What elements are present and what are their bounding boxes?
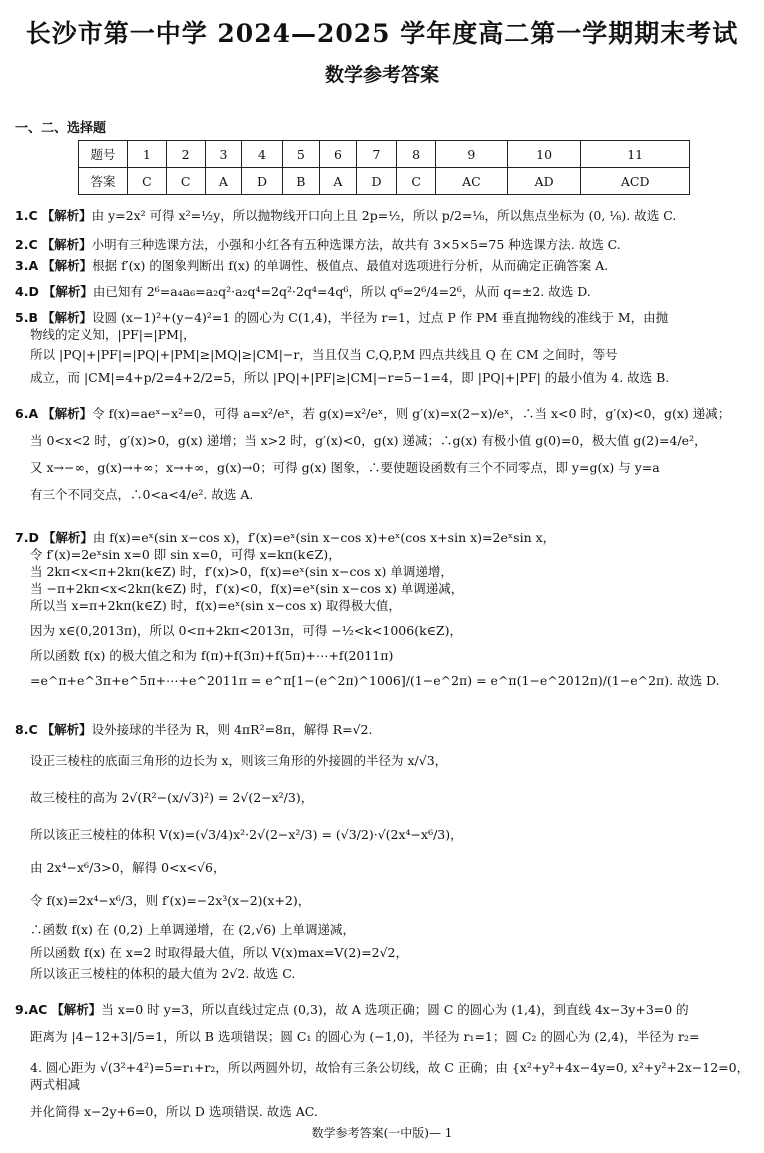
solution-tag: 【解析】 xyxy=(42,406,93,421)
page-subtitle: 数学参考答案 xyxy=(324,64,439,86)
solution-number: 1.C xyxy=(15,208,38,223)
solution-line: 所以函数 f(x) 的极大值之和为 f(π)+f(3π)+f(5π)+⋯+f(2011π) xyxy=(30,648,394,663)
table-cell: C xyxy=(128,168,167,195)
page-footer: 数学参考答案(一中版)— 1 xyxy=(311,1126,453,1140)
page-title: 长沙市第一中学 2024—2025 学年度高二第一学期期末考试 xyxy=(25,19,739,48)
solution-text: 设外接球的半径为 R，则 4πR²=8π，解得 R=√2. xyxy=(91,722,373,737)
solution-line: 所以函数 f(x) 在 x=2 时取得最大值，所以 V(x)max=V(2)=2√2， xyxy=(30,945,409,960)
solution-line: 距离为 |4−12+3|/5=1，所以 B 选项错误；圆 C₁ 的圆心为 (−1,0)，半径为 r₁=1；圆 C₂ 的圆心为 (2,4)，半径为 r₂= xyxy=(30,1029,700,1044)
table-cell: B xyxy=(282,168,319,195)
row-label-number: 题号 xyxy=(79,141,128,168)
solution-text: 由已知有 2⁶=a₄a₆=a₂q²·a₂q⁴=2q²·2q⁴=4q⁶，所以 q⁶=2⁶/4=2⁶，从而 q=±2. 故选 D. xyxy=(92,284,591,299)
solution-line: 设正三棱柱的底面三角形的边长为 x，则该三角形的外接圆的半径为 x/√3， xyxy=(30,753,448,768)
table-cell: 6 xyxy=(320,141,357,168)
solution-line xyxy=(15,405,753,422)
solution-line: 令 f′(x)=2eˣsin x=0 即 sin x=0，可得 x=kπ(k∈Z)， xyxy=(30,547,341,562)
solution-number: 7.D xyxy=(15,530,39,545)
solution-number: 2.C xyxy=(15,237,38,252)
solution-tag: 【解析】 xyxy=(41,208,92,223)
solution-line: 当 0<x<2 时，g′(x)>0，g(x) 递增；当 x>2 时，g′(x)<0，g(x) 递减；∴g(x) 有极小值 g(0)=0，极大值 g(2)=4/e²， xyxy=(30,433,707,448)
table-cell: 1 xyxy=(128,141,167,168)
table-cell: 3 xyxy=(205,141,242,168)
solution-line: 成立，而 |CM|=4+p/2=4+2/2=5，所以 |PQ|+|PF|≥|CM|−r=5−1=4，即 |PQ|+|PF| 的最小值为 4. 故选 B. xyxy=(30,370,670,385)
section-heading: 一、二、选择题 xyxy=(15,121,107,136)
table-row-answers xyxy=(79,168,690,195)
solution-text: 根据 f′(x) 的图象判断出 f(x) 的单调性、极值点、最值对选项进行分析，从而确定正确答案 A. xyxy=(92,258,609,273)
solution-text: 当 x=0 时 y=3，所以直线过定点 (0,3)，故 A 选项正确；圆 C 的圆心为 (1,4)，到直线 4x−3y+3=0 的 xyxy=(101,1002,689,1017)
solution-line: 并化简得 x−2y+6=0，所以 D 选项错误. 故选 AC. xyxy=(30,1104,318,1119)
solution-3 xyxy=(15,257,753,274)
solution-2 xyxy=(15,236,753,253)
table-cell: 10 xyxy=(507,141,581,168)
solution-number: 4.D xyxy=(15,284,39,299)
table-cell: 11 xyxy=(581,141,690,168)
solution-line: 所以 |PQ|+|PF|=|PQ|+|PM|≥|MQ|≥|CM|−r，当且仅当 C,Q,P,M 四点共线且 Q 在 CM 之间时，等号 xyxy=(30,347,618,362)
solution-line: 所以该正三棱柱的体积的最大值为 2√2. 故选 C. xyxy=(30,966,296,981)
solution-line: 有三个不同交点，∴0<a<4/e². 故选 A. xyxy=(30,487,254,502)
solution-line: 所以当 x=π+2kπ(k∈Z) 时，f(x)=eˣ(sin x−cos x) 取得极大值， xyxy=(30,598,401,613)
solution-text: 设圆 (x−1)²+(y−4)²=1 的圆心为 C(1,4)，半径为 r=1，过点 P 作 PM 垂直抛物线的准线于 M，由抛 xyxy=(91,310,669,325)
solution-line: 又 x→−∞，g(x)→+∞；x→+∞，g(x)→0；可得 g(x) 图象，∴要使题设函数有三个不同零点，即 y=g(x) 与 y=a xyxy=(30,460,660,475)
solution-5 xyxy=(15,309,753,386)
table-cell: 5 xyxy=(282,141,319,168)
table-cell: 2 xyxy=(166,141,205,168)
solution-line: 因为 x∈(0,2013π)，所以 0<π+2kπ<2013π，可得 −½<k<1006(k∈Z)， xyxy=(30,623,462,638)
solution-line: =e^π+e^3π+e^5π+⋯+e^2011π = e^π[1−(e^2π)^1006]/(1−e^2π) = e^π(1−e^2012π)/(1−e^2π). 故选 D. xyxy=(30,673,720,688)
solution-text: 小明有三种选课方法，小强和小红各有五种选课方法，故共有 3×5×5=75 种选课方法. 故选 C. xyxy=(91,237,621,252)
solution-number: 3.A xyxy=(15,258,39,273)
solution-line xyxy=(15,309,753,326)
solution-1 xyxy=(15,207,753,224)
solution-8 xyxy=(15,721,753,982)
table-cell: A xyxy=(320,168,357,195)
solution-line: 物线的定义知，|PF|=|PM|， xyxy=(30,327,196,342)
table-cell: C xyxy=(397,168,436,195)
answer-table xyxy=(78,140,690,195)
solution-line xyxy=(15,721,753,738)
table-cell: AC xyxy=(436,168,508,195)
solution-7 xyxy=(15,529,753,689)
table-cell: 7 xyxy=(356,141,396,168)
table-cell: C xyxy=(166,168,205,195)
solution-line xyxy=(15,529,753,546)
solution-line: ∴函数 f(x) 在 (0,2) 上单调递增，在 (2,√6) 上单调递减， xyxy=(30,922,356,937)
row-label-answer: 答案 xyxy=(79,168,128,195)
solution-6 xyxy=(15,405,753,503)
table-cell: ACD xyxy=(581,168,690,195)
table-cell: D xyxy=(242,168,282,195)
solution-line xyxy=(15,1001,753,1018)
solution-9 xyxy=(15,1001,753,1120)
solution-number: 9.AC xyxy=(15,1002,48,1017)
solution-line: 由 2x⁴−x⁶/3>0，解得 0<x<√6， xyxy=(30,860,226,875)
solution-tag: 【解析】 xyxy=(41,310,92,325)
solution-text: 由 y=2x² 可得 x²=½y，所以抛物线开口向上且 2p=½，所以 p/2=⅛，所以焦点坐标为 (0, ⅛). 故选 C. xyxy=(91,208,677,223)
table-cell: 9 xyxy=(436,141,508,168)
solution-line: 4. 圆心距为 √(3²+4²)=5=r₁+r₂，所以两圆外切，故恰有三条公切线，故 C 正确；由 {x²+y²+4x−4y=0, x²+y²+2x−12=0，两式相减 xyxy=(30,1060,750,1092)
table-row-numbers xyxy=(79,141,690,168)
solution-tag: 【解析】 xyxy=(42,284,93,299)
solution-text: 由 f(x)=eˣ(sin x−cos x)，f′(x)=eˣ(sin x−cos x)+eˣ(cos x+sin x)=2eˣsin x， xyxy=(92,530,556,545)
table-cell: 4 xyxy=(242,141,282,168)
solution-4 xyxy=(15,283,753,300)
table-cell: AD xyxy=(507,168,581,195)
solution-line: 所以该正三棱柱的体积 V(x)=(√3/4)x²·2√(2−x²/3) = (√3/2)·√(2x⁴−x⁶/3)， xyxy=(30,827,463,842)
solution-line: 当 2kπ<x<π+2kπ(k∈Z) 时，f′(x)>0，f(x)=eˣ(sin x−cos x) 单调递增， xyxy=(30,564,453,579)
solution-tag: 【解析】 xyxy=(51,1002,102,1017)
solution-number: 8.C xyxy=(15,722,38,737)
solution-line: 当 −π+2kπ<x<2kπ(k∈Z) 时，f′(x)<0，f(x)=eˣ(sin x−cos x) 单调递减， xyxy=(30,581,464,596)
table-cell: 8 xyxy=(397,141,436,168)
solution-text: 令 f(x)=aeˣ−x²=0，可得 a=x²/eˣ，若 g(x)=x²/eˣ，则 g′(x)=x(2−x)/eˣ，∴当 x<0 时，g′(x)<0，g(x) 递减； xyxy=(92,406,731,421)
solution-line: 令 f(x)=2x⁴−x⁶/3，则 f′(x)=−2x³(x−2)(x+2)， xyxy=(30,893,311,908)
table-cell: D xyxy=(356,168,396,195)
solution-tag: 【解析】 xyxy=(41,237,92,252)
table-cell: A xyxy=(205,168,242,195)
solution-tag: 【解析】 xyxy=(42,258,93,273)
solution-line: 故三棱柱的高为 2√(R²−(x/√3)²) = 2√(2−x²/3)， xyxy=(30,790,314,805)
solution-number: 5.B xyxy=(15,310,38,325)
solution-tag: 【解析】 xyxy=(42,530,93,545)
solution-tag: 【解析】 xyxy=(41,722,92,737)
solution-number: 6.A xyxy=(15,406,39,421)
